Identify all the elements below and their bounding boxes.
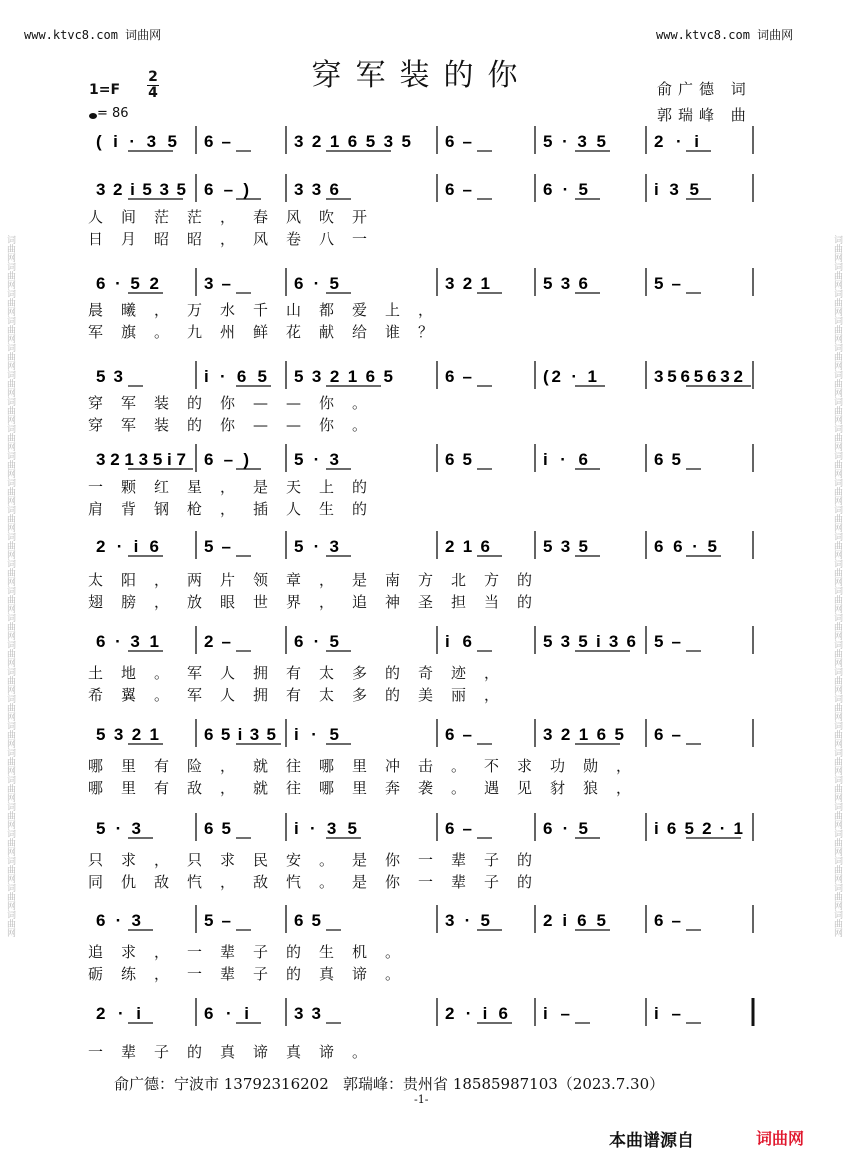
measure-notes: i · 3 5 <box>294 819 357 838</box>
lyric-line: 追求，一辈子的生机。 <box>88 943 419 961</box>
measure-notes: 6 5 <box>204 819 231 838</box>
measure-notes: 5 · 3 5 <box>543 132 606 151</box>
measure-notes: 6 · 5 2 <box>96 274 159 293</box>
measure-notes: i · 6 5 <box>204 367 267 386</box>
lyric-line: 日月昭昭，风卷八一 <box>88 230 386 248</box>
source-label: 本曲谱源自 <box>609 1131 694 1151</box>
song-title: 穿军装的你 <box>311 58 532 93</box>
measure-notes: 6 · i <box>204 1004 249 1023</box>
page-number: -1- <box>414 1093 429 1106</box>
measure-notes: 6 – <box>445 367 472 386</box>
measure-notes: i · 5 <box>294 725 339 744</box>
measure-notes: 5 – <box>204 537 231 556</box>
measure-notes: 6 – <box>204 132 231 151</box>
measure-notes: (2 · 1 <box>543 367 597 386</box>
measure-notes: 6 – <box>654 725 681 744</box>
measure-notes: 2 · i <box>96 1004 141 1023</box>
lyric-line: 哪里有险，就往哪里冲击。不求功勋， <box>88 757 650 775</box>
measure-notes: 6 – <box>445 725 472 744</box>
measure-notes: 2 i 6 5 <box>543 911 606 930</box>
measure-notes: 6 5 i 3 5 <box>204 725 276 744</box>
measure-notes: 3 5 6 5 6 3 2 <box>654 367 743 386</box>
measure-notes: 5 · 3 <box>294 450 339 469</box>
lyric-line: 人间茫茫，春风吹开 <box>88 208 386 226</box>
measure-notes: 3 2 i 5 3 5 <box>96 180 186 199</box>
measure-notes: 2 – <box>204 632 231 651</box>
source-brand-link[interactable]: 词曲网 <box>756 1129 805 1148</box>
lyric-line: 希翼。军人拥有太多的美丽， <box>88 686 518 704</box>
measure-notes: 5 3 2 1 6 5 <box>294 367 393 386</box>
measure-notes: 5 – <box>204 911 231 930</box>
measure-notes: 6 · 3 1 <box>96 632 159 651</box>
notation-line <box>0 992 843 1032</box>
measure-notes: 6 – <box>445 819 472 838</box>
measure-notes: 5 · 3 <box>96 819 141 838</box>
measure-notes: 6 · 5 <box>543 180 588 199</box>
measure-notes: 3 2 1 6 5 3 5 <box>294 132 411 151</box>
notation-line <box>0 713 843 753</box>
contact-footer: 俞广德：宁波市 13792316202 郭瑞峰：贵州省 18585987103（2023.7.30） <box>114 1075 665 1093</box>
measure-notes: 2 · i 6 <box>445 1004 508 1023</box>
measure-notes: 6 · 3 <box>96 911 141 930</box>
measure-notes: 6 – ) <box>204 450 249 469</box>
notation-line <box>0 525 843 565</box>
notation-line <box>0 262 843 302</box>
time-signature-bottom: 4 <box>148 85 158 101</box>
measure-notes: i 3 5 <box>654 180 699 199</box>
tempo-value: = 86 <box>97 106 129 121</box>
measure-notes: 2 · i 6 <box>96 537 159 556</box>
notation-line <box>0 355 843 395</box>
lyric-line: 穿军装的你——你。 <box>88 394 386 412</box>
notation-line <box>0 438 843 478</box>
lyric-line: 只求，只求民安。是你一辈子的 <box>88 851 551 869</box>
measure-notes: 6 6 · 5 <box>654 537 717 556</box>
quarter-note-icon <box>89 113 97 119</box>
site-header-left[interactable]: www.ktvc8.com 词曲网 <box>24 28 162 42</box>
measure-notes: 5 3 <box>96 367 123 386</box>
tempo-marking <box>89 106 129 121</box>
measure-notes: 3 2 1 3 5 i 7 <box>96 450 186 469</box>
measure-notes: 6 · 5 <box>294 632 339 651</box>
notation-line <box>0 168 843 208</box>
site-header-right[interactable]: www.ktvc8.com 词曲网 <box>656 28 794 42</box>
lyric-line: 砺练，一辈子的真谛。 <box>88 965 419 983</box>
measure-notes: 6 – <box>654 911 681 930</box>
measure-notes: 5 · 3 <box>294 537 339 556</box>
measure-notes: i – <box>543 1004 570 1023</box>
measure-notes: 6 – ) <box>204 180 249 199</box>
lyric-line: 土地。军人拥有太多的奇迹， <box>88 664 518 682</box>
lyric-line: 同仇敌忾，敌忾。是你一辈子的 <box>88 873 551 891</box>
measure-notes: 3 · 5 <box>445 911 490 930</box>
time-signature <box>147 70 159 101</box>
measure-notes: 6 – <box>445 180 472 199</box>
measure-notes: i – <box>654 1004 681 1023</box>
measure-notes: 5 3 2 1 <box>96 725 159 744</box>
measure-notes: ( i · 3 5 <box>96 132 177 151</box>
measure-notes: 3 – <box>204 274 231 293</box>
measure-notes: 3 2 1 <box>445 274 490 293</box>
measure-notes: 6 5 <box>654 450 681 469</box>
measure-notes: 6 · 5 <box>294 274 339 293</box>
measure-notes: i · 6 <box>543 450 588 469</box>
measure-notes: 2 · i <box>654 132 699 151</box>
notation-line <box>0 620 843 660</box>
lyric-line: 晨曦，万水千山都爱上， <box>88 301 452 319</box>
lyric-line: 一颗红星，是天上的 <box>88 478 386 496</box>
composer-credit: 郭瑞峰 曲 <box>657 106 752 124</box>
measure-notes: 5 3 5 <box>543 537 588 556</box>
notation-line <box>0 120 843 160</box>
measure-notes: 5 3 6 <box>543 274 588 293</box>
measure-notes: 5 3 5 i 3 6 <box>543 632 636 651</box>
measure-notes: i 6 <box>445 632 472 651</box>
side-watermark-right: 词曲网词曲网词曲网词曲网词曲网词曲网词曲网词曲网词曲网词曲网词曲网词曲网词曲网词曲网词曲网词曲网词曲网词曲网词曲网词曲网词曲网词曲网词曲网词曲网词曲网词曲网 <box>832 235 842 937</box>
side-watermark-left: 词曲网词曲网词曲网词曲网词曲网词曲网词曲网词曲网词曲网词曲网词曲网词曲网词曲网词曲网词曲网词曲网词曲网词曲网词曲网词曲网词曲网词曲网词曲网词曲网词曲网词曲网 <box>5 235 15 937</box>
measure-notes: i 6 5 2 · 1 <box>654 819 743 838</box>
measure-notes: 6 · 5 <box>543 819 588 838</box>
measure-notes: 6 5 <box>445 450 472 469</box>
lyric-line: 肩背钢枪，插人生的 <box>88 500 386 518</box>
measure-notes: 5 – <box>654 632 681 651</box>
key-signature: 1=F <box>89 82 121 98</box>
measure-notes: 2 1 6 <box>445 537 490 556</box>
lyric-line: 一辈子的真谛真谛。 <box>88 1043 386 1061</box>
measure-notes: 3 3 <box>294 1004 321 1023</box>
time-signature-top: 2 <box>148 69 158 85</box>
lyric-line: 哪里有敌，就往哪里奔袭。遇见豺狼， <box>88 779 650 797</box>
lyric-line: 军旗。九州鲜花献给谁？ <box>88 323 452 341</box>
lyricist-credit: 俞广德 词 <box>657 80 752 98</box>
measure-notes: 3 2 1 6 5 <box>543 725 624 744</box>
measure-notes: 3 3 6 <box>294 180 339 199</box>
lyric-line: 翅膀，放眼世界，追神圣担当的 <box>88 593 551 611</box>
notation-line <box>0 807 843 847</box>
lyric-line: 太阳，两片领章，是南方北方的 <box>88 571 551 589</box>
measure-notes: 6 – <box>445 132 472 151</box>
lyric-line: 穿军装的你——你。 <box>88 416 386 434</box>
measure-notes: 6 5 <box>294 911 321 930</box>
notation-line <box>0 899 843 939</box>
measure-notes: 5 – <box>654 274 681 293</box>
